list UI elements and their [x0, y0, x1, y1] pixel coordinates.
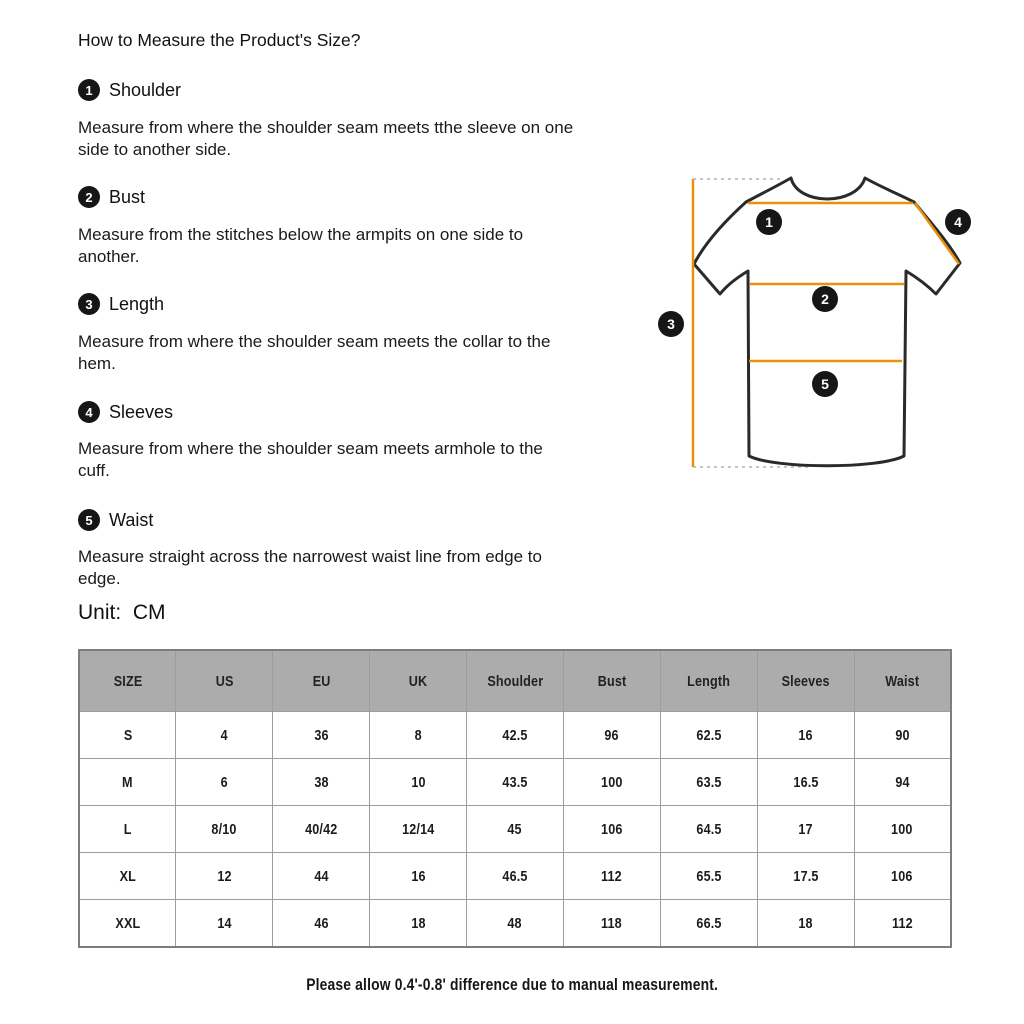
table-cell: 8 — [370, 712, 467, 759]
table-cell: M — [79, 759, 176, 806]
diagram-marker-5 — [812, 371, 838, 397]
column-header-sleeves: Sleeves — [757, 650, 854, 712]
table-cell: 40/42 — [273, 806, 370, 853]
step-5-label: Waist — [109, 509, 154, 530]
table-cell: 96 — [563, 712, 660, 759]
step-1-description: Measure from where the shoulder seam meets tthe sleeve on one side to another side. — [78, 118, 574, 159]
step-3-description: Measure from where the shoulder seam meets the collar to the hem. — [78, 332, 551, 373]
table-cell: 46 — [273, 900, 370, 948]
table-cell: XL — [79, 853, 176, 900]
table-cell: 4 — [176, 712, 273, 759]
table-cell: 106 — [563, 806, 660, 853]
svg-text:4: 4 — [954, 213, 962, 230]
unit-label: Unit: CM — [78, 601, 166, 624]
page-title: How to Measure the Product's Size? — [78, 30, 361, 50]
step-4-badge: 4 — [78, 401, 100, 423]
table-cell: 100 — [854, 806, 951, 853]
table-cell: 62.5 — [660, 712, 757, 759]
table-cell: 48 — [467, 900, 564, 948]
table-cell: 100 — [563, 759, 660, 806]
column-header-us: US — [176, 650, 273, 712]
diagram-marker-4 — [945, 209, 971, 235]
step-2-badge: 2 — [78, 186, 100, 208]
table-cell: L — [79, 806, 176, 853]
table-cell: 63.5 — [660, 759, 757, 806]
step-5-description: Measure straight across the narrowest waist line from edge to edge. — [78, 547, 542, 588]
size-diagram — [648, 153, 996, 491]
column-header-length: Length — [660, 650, 757, 712]
table-cell: 16.5 — [757, 759, 854, 806]
table-cell: 94 — [854, 759, 951, 806]
table-cell: XXL — [79, 900, 176, 948]
svg-text:5: 5 — [821, 375, 829, 392]
diagram-marker-1 — [756, 209, 782, 235]
table-cell: 44 — [273, 853, 370, 900]
measure-step-waist — [78, 509, 153, 531]
table-cell: 90 — [854, 712, 951, 759]
svg-text:2: 2 — [821, 290, 829, 307]
svg-text:1: 1 — [765, 213, 773, 230]
table-cell: 36 — [273, 712, 370, 759]
step-4-description: Measure from where the shoulder seam meets armhole to the cuff. — [78, 439, 543, 480]
table-cell: 112 — [854, 900, 951, 948]
table-cell: 42.5 — [467, 712, 564, 759]
table-cell: S — [79, 712, 176, 759]
diagram-marker-3 — [658, 311, 684, 337]
table-cell: 16 — [757, 712, 854, 759]
measure-step-sleeves — [78, 401, 173, 423]
table-cell: 10 — [370, 759, 467, 806]
column-header-bust: Bust — [563, 650, 660, 712]
table-cell: 6 — [176, 759, 273, 806]
table-row-s — [79, 712, 951, 759]
step-3-badge: 3 — [78, 293, 100, 315]
column-header-size: SIZE — [79, 650, 176, 712]
table-cell: 18 — [370, 900, 467, 948]
measure-step-shoulder — [78, 79, 181, 101]
table-cell: 38 — [273, 759, 370, 806]
column-header-uk: UK — [370, 650, 467, 712]
table-row-l — [79, 806, 951, 853]
column-header-waist: Waist — [854, 650, 951, 712]
step-3-label: Length — [109, 293, 165, 314]
table-cell: 16 — [370, 853, 467, 900]
diagram-marker-2 — [812, 286, 838, 312]
table-cell: 8/10 — [176, 806, 273, 853]
table-cell: 106 — [854, 853, 951, 900]
table-cell: 17.5 — [757, 853, 854, 900]
step-1-label: Shoulder — [109, 79, 182, 100]
column-header-shoulder: Shoulder — [467, 650, 564, 712]
table-cell: 118 — [563, 900, 660, 948]
step-4-label: Sleeves — [109, 401, 174, 422]
table-cell: 46.5 — [467, 853, 564, 900]
measure-step-length — [78, 293, 164, 315]
table-cell: 14 — [176, 900, 273, 948]
table-cell: 43.5 — [467, 759, 564, 806]
tshirt-outline-icon — [694, 178, 960, 466]
step-2-label: Bust — [109, 186, 146, 207]
size-chart-table — [78, 649, 952, 948]
table-row-xxl — [79, 900, 951, 948]
step-5-badge: 5 — [78, 509, 100, 531]
table-cell: 66.5 — [660, 900, 757, 948]
table-cell: 45 — [467, 806, 564, 853]
table-cell: 17 — [757, 806, 854, 853]
measurement-tolerance-note: Please allow 0.4'-0.8' difference due to manual measurement. — [306, 976, 718, 994]
column-header-eu: EU — [273, 650, 370, 712]
table-cell: 12/14 — [370, 806, 467, 853]
table-cell: 65.5 — [660, 853, 757, 900]
svg-text:3: 3 — [667, 315, 675, 332]
table-cell: 112 — [563, 853, 660, 900]
measure-step-bust — [78, 186, 145, 208]
table-header-row — [79, 650, 951, 712]
table-row-m — [79, 759, 951, 806]
step-2-description: Measure from the stitches below the armpits on one side to another. — [78, 225, 524, 266]
table-cell: 12 — [176, 853, 273, 900]
table-cell: 64.5 — [660, 806, 757, 853]
table-row-xl — [79, 853, 951, 900]
table-cell: 18 — [757, 900, 854, 948]
step-1-badge: 1 — [78, 79, 100, 101]
